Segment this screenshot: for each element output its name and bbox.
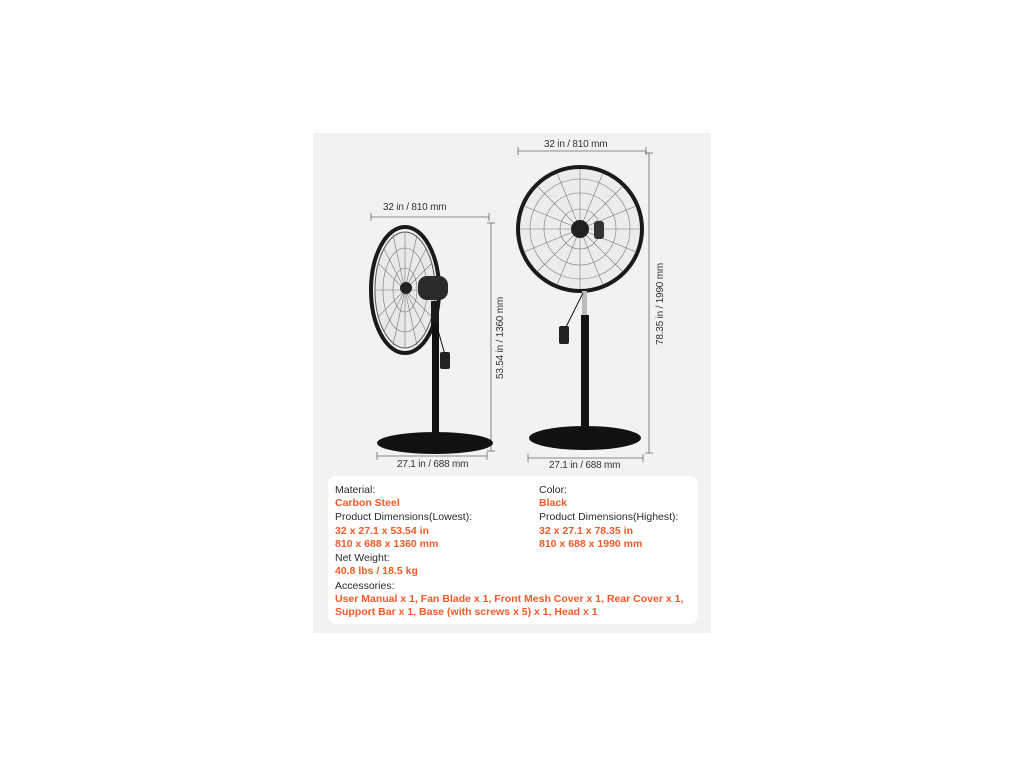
weight-label: Net Weight:: [335, 552, 390, 564]
left-width-label: 32 in / 810 mm: [383, 202, 447, 213]
accessories-line2: Support Bar x 1, Base (with screws x 5) x 1, Head x 1: [335, 606, 598, 618]
dims-lowest-line2: 810 x 688 x 1360 mm: [335, 538, 439, 550]
right-width-label: 32 in / 810 mm: [544, 139, 608, 150]
fan-illustration-area: [313, 133, 711, 473]
product-card: [313, 133, 711, 633]
left-height-label: 53.54 in / 1360 mm: [495, 296, 506, 379]
left-base-label: 27.1 in / 688 mm: [397, 459, 469, 470]
dims-lowest-label: Product Dimensions(Lowest):: [335, 511, 473, 523]
fan-illustration: [313, 133, 711, 473]
accessories-label: Accessories:: [335, 580, 395, 592]
material-label: Material:: [335, 484, 376, 496]
left-fan: [371, 227, 493, 454]
dims-highest-line1: 32 x 27.1 x 78.35 in: [539, 525, 633, 537]
dims-lowest-line1: 32 x 27.1 x 53.54 in: [335, 525, 429, 537]
dims-highest-line2: 810 x 688 x 1990 mm: [539, 538, 643, 550]
dims-highest-label: Product Dimensions(Highest):: [539, 511, 679, 523]
weight-value: 40.8 lbs / 18.5 kg: [335, 565, 418, 577]
right-height-label: 78.35 in / 1990 mm: [655, 262, 666, 345]
material-value: Carbon Steel: [335, 497, 400, 509]
right-fan: [518, 167, 642, 450]
accessories-line1: User Manual x 1, Fan Blade x 1, Front Mesh Cover x 1, Rear Cover x 1,: [335, 593, 684, 605]
color-value: Black: [539, 497, 568, 509]
specs-panel: [328, 476, 698, 624]
color-label: Color:: [539, 484, 568, 496]
right-base-label: 27.1 in / 688 mm: [549, 460, 621, 471]
